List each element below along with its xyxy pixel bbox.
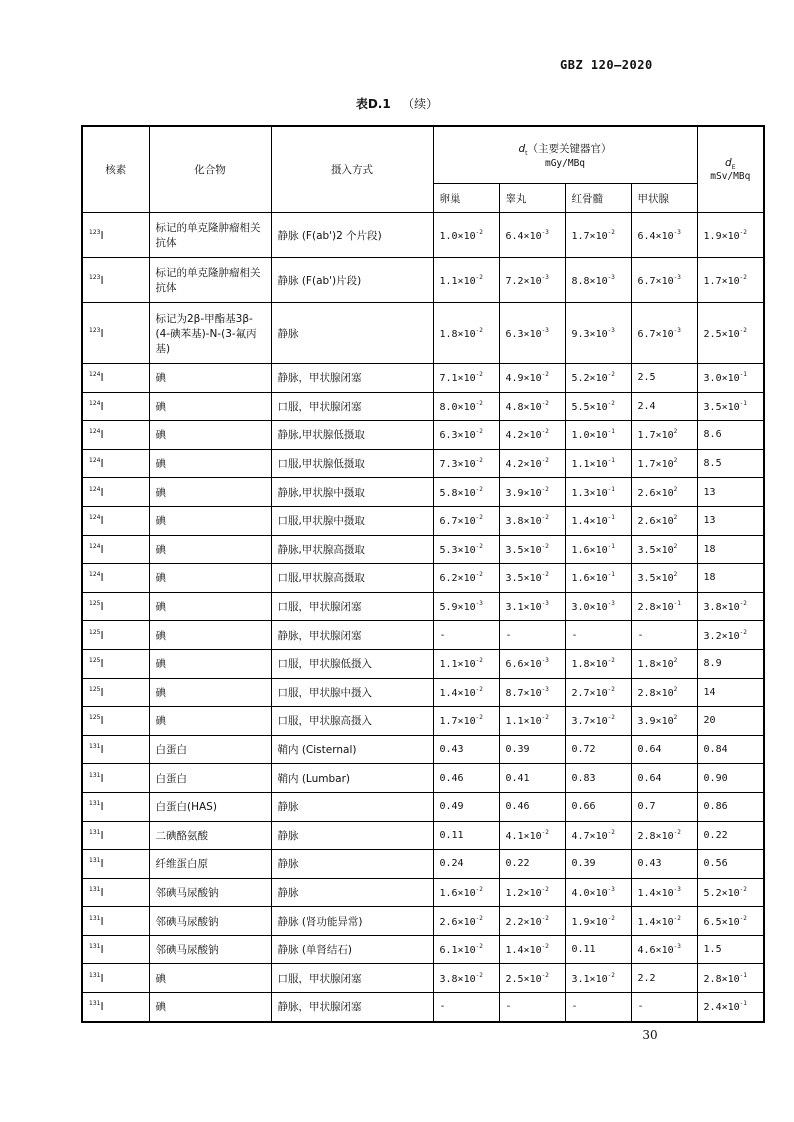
- thyroid-dose-cell: $3.5\times 10^2$: [631, 535, 697, 564]
- table-row: [82, 303, 764, 364]
- marrow-dose-cell: $2.7\times 10^{-2}$: [565, 678, 631, 707]
- nuclide-cell: $^{123}$I: [82, 213, 149, 258]
- ovary-dose-cell: $1.4\times 10^{-2}$: [433, 678, 499, 707]
- thyroid-dose-cell: $1.7\times 10^2$: [631, 449, 697, 478]
- marrow-dose-cell: $1.0\times 10^{-1}$: [565, 421, 631, 450]
- ovary-dose-cell: $1.1\times 10^{-2}$: [433, 649, 499, 678]
- ovary-dose-cell: 0.11: [433, 821, 499, 850]
- thyroid-dose-cell: 0.64: [631, 764, 697, 793]
- marrow-dose-cell: $1.6\times 10^{-1}$: [565, 535, 631, 564]
- compound-cell: 碘: [149, 506, 271, 535]
- ovary-dose-cell: 0.24: [433, 850, 499, 879]
- ovary-dose-cell: $5.3\times 10^{-2}$: [433, 535, 499, 564]
- effective-dose-cell: 0.56: [697, 850, 764, 879]
- marrow-dose-cell: 0.66: [565, 792, 631, 821]
- nuclide-cell: $^{124}$I: [82, 564, 149, 593]
- compound-cell: 碘: [149, 707, 271, 736]
- compound-cell: 碘: [149, 964, 271, 993]
- route-cell: 口服，甲状腺闭塞: [271, 392, 433, 421]
- ovary-dose-cell: $1.6\times 10^{-2}$: [433, 878, 499, 907]
- compound-cell: 白蛋白(HAS): [149, 792, 271, 821]
- thyroid-dose-cell: 2.2: [631, 964, 697, 993]
- route-cell: 口服,甲状腺低摄取: [271, 449, 433, 478]
- testis-dose-cell: $1.2\times 10^{-2}$: [499, 878, 565, 907]
- page-number: 30: [642, 1028, 658, 1042]
- effective-dose-cell: 1.5: [697, 935, 764, 964]
- nuclide-cell: $^{131}$I: [82, 764, 149, 793]
- table-row: [82, 213, 764, 258]
- route-cell: 静脉 (F(ab')2 个片段): [271, 213, 433, 258]
- compound-cell: 碘: [149, 392, 271, 421]
- thyroid-dose-cell: $1.8\times 10^2$: [631, 649, 697, 678]
- marrow-dose-cell: $1.6\times 10^{-1}$: [565, 564, 631, 593]
- testis-dose-cell: $1.4\times 10^{-2}$: [499, 935, 565, 964]
- marrow-dose-cell: -: [565, 621, 631, 650]
- table-row: [82, 449, 764, 478]
- route-cell: 静脉,甲状腺低摄取: [271, 421, 433, 450]
- table-row: [82, 421, 764, 450]
- nuclide-cell: $^{123}$I: [82, 258, 149, 303]
- col-ovary: 卵巢: [433, 184, 499, 213]
- ovary-dose-cell: $5.9\times 10^{-3}$: [433, 592, 499, 621]
- compound-cell: 碘: [149, 535, 271, 564]
- col-organ-group: [433, 126, 697, 184]
- table-row: [82, 907, 764, 936]
- compound-cell: 邻碘马尿酸钠: [149, 907, 271, 936]
- table-row: [82, 535, 764, 564]
- marrow-dose-cell: $1.3\times 10^{-1}$: [565, 478, 631, 507]
- compound-cell: 碘: [149, 421, 271, 450]
- table-row: [82, 478, 764, 507]
- route-cell: 静脉，甲状腺闭塞: [271, 993, 433, 1022]
- route-cell: 静脉: [271, 792, 433, 821]
- route-cell: 口服,甲状腺高摄取: [271, 564, 433, 593]
- table-row: [82, 764, 764, 793]
- ovary-dose-cell: 0.46: [433, 764, 499, 793]
- marrow-dose-cell: $1.8\times 10^{-2}$: [565, 649, 631, 678]
- table-title: [0, 95, 794, 112]
- route-cell: 口服，甲状腺低摄入: [271, 649, 433, 678]
- marrow-dose-cell: -: [565, 993, 631, 1022]
- table-continued: （续）: [402, 97, 439, 111]
- effective-dose-cell: $1.7\times 10^{-2}$: [697, 258, 764, 303]
- ovary-dose-cell: $3.8\times 10^{-2}$: [433, 964, 499, 993]
- col-route: 摄入方式: [271, 126, 433, 213]
- nuclide-cell: $^{131}$I: [82, 878, 149, 907]
- nuclide-cell: $^{131}$I: [82, 907, 149, 936]
- effective-dose-cell: 8.9: [697, 649, 764, 678]
- compound-cell: 邻碘马尿酸钠: [149, 935, 271, 964]
- table-label: 表D.1: [355, 97, 391, 111]
- compound-cell: 二碘酪氨酸: [149, 821, 271, 850]
- compound-cell: 碘: [149, 564, 271, 593]
- effective-dose-cell: $5.2\times 10^{-2}$: [697, 878, 764, 907]
- ovary-dose-cell: $6.2\times 10^{-2}$: [433, 564, 499, 593]
- testis-dose-cell: 0.22: [499, 850, 565, 879]
- ovary-dose-cell: $7.3\times 10^{-2}$: [433, 449, 499, 478]
- route-cell: 口服，甲状腺中摄入: [271, 678, 433, 707]
- marrow-dose-cell: $4.0\times 10^{-3}$: [565, 878, 631, 907]
- nuclide-cell: $^{131}$I: [82, 735, 149, 764]
- route-cell: 鞘内 (Lumbar): [271, 764, 433, 793]
- nuclide-cell: $^{131}$I: [82, 964, 149, 993]
- marrow-dose-cell: 0.39: [565, 850, 631, 879]
- testis-dose-cell: $3.5\times 10^{-2}$: [499, 535, 565, 564]
- effective-dose-cell: $2.5\times 10^{-2}$: [697, 303, 764, 364]
- ovary-dose-cell: 0.49: [433, 792, 499, 821]
- table-row: [82, 735, 764, 764]
- marrow-dose-cell: 0.72: [565, 735, 631, 764]
- nuclide-cell: $^{124}$I: [82, 506, 149, 535]
- table-row: [82, 564, 764, 593]
- thyroid-dose-cell: $2.8\times 10^2$: [631, 678, 697, 707]
- compound-cell: 标记的单克隆肿瘤相关抗体: [149, 258, 271, 303]
- col-nuclide: 核素: [82, 126, 149, 213]
- testis-dose-cell: $4.1\times 10^{-2}$: [499, 821, 565, 850]
- route-cell: 口服,甲状腺中摄取: [271, 506, 433, 535]
- marrow-dose-cell: $8.8\times 10^{-3}$: [565, 258, 631, 303]
- effective-dose-cell: 18: [697, 535, 764, 564]
- ovary-dose-cell: 0.43: [433, 735, 499, 764]
- nuclide-cell: $^{125}$I: [82, 707, 149, 736]
- effective-dose-cell: $2.8\times 10^{-1}$: [697, 964, 764, 993]
- testis-dose-cell: $2.2\times 10^{-2}$: [499, 907, 565, 936]
- compound-cell: 白蛋白: [149, 764, 271, 793]
- nuclide-cell: $^{125}$I: [82, 621, 149, 650]
- effective-dose-cell: 8.5: [697, 449, 764, 478]
- compound-cell: 标记的单克隆肿瘤相关抗体: [149, 213, 271, 258]
- route-cell: 口服，甲状腺闭塞: [271, 964, 433, 993]
- testis-dose-cell: $8.7\times 10^{-3}$: [499, 678, 565, 707]
- testis-dose-cell: $3.1\times 10^{-3}$: [499, 592, 565, 621]
- table-row: [82, 792, 764, 821]
- ovary-dose-cell: $5.8\times 10^{-2}$: [433, 478, 499, 507]
- nuclide-cell: $^{124}$I: [82, 535, 149, 564]
- route-cell: 静脉，甲状腺闭塞: [271, 621, 433, 650]
- compound-cell: 邻碘马尿酸钠: [149, 878, 271, 907]
- nuclide-cell: $^{131}$I: [82, 935, 149, 964]
- thyroid-dose-cell: $3.9\times 10^2$: [631, 707, 697, 736]
- compound-cell: 碘: [149, 649, 271, 678]
- marrow-dose-cell: $3.1\times 10^{-2}$: [565, 964, 631, 993]
- compound-cell: 标记为2β-甲酯基3β-(4-碘苯基)-N-(3-氟丙基): [149, 303, 271, 364]
- thyroid-dose-cell: 2.5: [631, 364, 697, 393]
- table-row: [82, 993, 764, 1022]
- thyroid-dose-cell: $2.8\times 10^{-1}$: [631, 592, 697, 621]
- route-cell: 静脉: [271, 878, 433, 907]
- effective-dose-cell: 0.86: [697, 792, 764, 821]
- testis-dose-cell: $3.8\times 10^{-2}$: [499, 506, 565, 535]
- standard-code: GBZ 120—2020: [560, 58, 653, 72]
- testis-dose-cell: $1.1\times 10^{-2}$: [499, 707, 565, 736]
- route-cell: 静脉: [271, 821, 433, 850]
- testis-dose-cell: 0.39: [499, 735, 565, 764]
- compound-cell: 碘: [149, 364, 271, 393]
- route-cell: 口服，甲状腺高摄入: [271, 707, 433, 736]
- marrow-dose-cell: 0.83: [565, 764, 631, 793]
- testis-dose-cell: $4.2\times 10^{-2}$: [499, 449, 565, 478]
- table-row: [82, 821, 764, 850]
- thyroid-dose-cell: $6.7\times 10^{-3}$: [631, 258, 697, 303]
- thyroid-dose-cell: $2.8\times 10^{-2}$: [631, 821, 697, 850]
- nuclide-cell: $^{123}$I: [82, 303, 149, 364]
- nuclide-cell: $^{131}$I: [82, 850, 149, 879]
- table-row: [82, 592, 764, 621]
- thyroid-dose-cell: $1.4\times 10^{-3}$: [631, 878, 697, 907]
- thyroid-dose-cell: $4.6\times 10^{-3}$: [631, 935, 697, 964]
- col-effective: [697, 126, 764, 213]
- nuclide-cell: $^{124}$I: [82, 449, 149, 478]
- route-cell: 静脉 (肾功能异常): [271, 907, 433, 936]
- route-cell: 静脉，甲状腺闭塞: [271, 364, 433, 393]
- table-row: [82, 621, 764, 650]
- thyroid-dose-cell: -: [631, 993, 697, 1022]
- organ-dose-unit: mGy/MBq: [544, 157, 586, 169]
- effective-dose-cell: 14: [697, 678, 764, 707]
- marrow-dose-cell: $1.1\times 10^{-1}$: [565, 449, 631, 478]
- testis-dose-cell: 0.41: [499, 764, 565, 793]
- route-cell: 静脉,甲状腺高摄取: [271, 535, 433, 564]
- marrow-dose-cell: $5.2\times 10^{-2}$: [565, 364, 631, 393]
- thyroid-dose-cell: 2.4: [631, 392, 697, 421]
- compound-cell: 白蛋白: [149, 735, 271, 764]
- marrow-dose-cell: $3.7\times 10^{-2}$: [565, 707, 631, 736]
- route-cell: 鞘内 (Cisternal): [271, 735, 433, 764]
- thyroid-dose-cell: $1.7\times 10^2$: [631, 421, 697, 450]
- marrow-dose-cell: $9.3\times 10^{-3}$: [565, 303, 631, 364]
- nuclide-cell: $^{124}$I: [82, 421, 149, 450]
- col-thyroid: 甲状腺: [631, 184, 697, 213]
- table-row: [82, 964, 764, 993]
- ovary-dose-cell: $6.1\times 10^{-2}$: [433, 935, 499, 964]
- table-row: [82, 649, 764, 678]
- testis-dose-cell: $4.9\times 10^{-2}$: [499, 364, 565, 393]
- effective-dose-cell: 18: [697, 564, 764, 593]
- table-row: [82, 707, 764, 736]
- nuclide-cell: $^{131}$I: [82, 792, 149, 821]
- nuclide-cell: $^{125}$I: [82, 678, 149, 707]
- thyroid-dose-cell: 0.7: [631, 792, 697, 821]
- nuclide-cell: $^{125}$I: [82, 649, 149, 678]
- table-row: [82, 392, 764, 421]
- table-row: [82, 850, 764, 879]
- marrow-dose-cell: $1.4\times 10^{-1}$: [565, 506, 631, 535]
- route-cell: 静脉: [271, 850, 433, 879]
- effective-dose-cell: $1.9\times 10^{-2}$: [697, 213, 764, 258]
- thyroid-dose-cell: $1.4\times 10^{-2}$: [631, 907, 697, 936]
- route-cell: 静脉 (F(ab')片段): [271, 258, 433, 303]
- effective-dose-cell: $3.0\times 10^{-1}$: [697, 364, 764, 393]
- table-row: [82, 678, 764, 707]
- testis-dose-cell: $4.8\times 10^{-2}$: [499, 392, 565, 421]
- compound-cell: 碘: [149, 621, 271, 650]
- nuclide-cell: $^{131}$I: [82, 821, 149, 850]
- testis-dose-cell: $6.4\times 10^{-3}$: [499, 213, 565, 258]
- thyroid-dose-cell: $2.6\times 10^2$: [631, 506, 697, 535]
- effective-dose-cell: 0.90: [697, 764, 764, 793]
- table-row: [82, 935, 764, 964]
- nuclide-cell: $^{124}$I: [82, 364, 149, 393]
- route-cell: 静脉: [271, 303, 433, 364]
- testis-dose-cell: $2.5\times 10^{-2}$: [499, 964, 565, 993]
- effective-dose-cell: 0.22: [697, 821, 764, 850]
- table-row: [82, 506, 764, 535]
- nuclide-cell: $^{124}$I: [82, 392, 149, 421]
- thyroid-dose-cell: $6.7\times 10^{-3}$: [631, 303, 697, 364]
- table-row: [82, 878, 764, 907]
- organ-dose-desc: （主要关键器官）: [527, 143, 612, 156]
- effective-dose-cell: 0.84: [697, 735, 764, 764]
- testis-dose-cell: 0.46: [499, 792, 565, 821]
- effective-dose-symbol: $d_E$: [725, 156, 736, 172]
- col-compound: 化合物: [149, 126, 271, 213]
- marrow-dose-cell: $5.5\times 10^{-2}$: [565, 392, 631, 421]
- col-testis: 睾丸: [499, 184, 565, 213]
- compound-cell: 碘: [149, 993, 271, 1022]
- marrow-dose-cell: $1.7\times 10^{-2}$: [565, 213, 631, 258]
- route-cell: 口服，甲状腺闭塞: [271, 592, 433, 621]
- compound-cell: 碘: [149, 478, 271, 507]
- ovary-dose-cell: $1.1\times 10^{-2}$: [433, 258, 499, 303]
- thyroid-dose-cell: -: [631, 621, 697, 650]
- ovary-dose-cell: $7.1\times 10^{-2}$: [433, 364, 499, 393]
- ovary-dose-cell: $8.0\times 10^{-2}$: [433, 392, 499, 421]
- compound-cell: 碘: [149, 449, 271, 478]
- dose-table: [81, 125, 765, 1023]
- marrow-dose-cell: $4.7\times 10^{-2}$: [565, 821, 631, 850]
- effective-dose-cell: 20: [697, 707, 764, 736]
- effective-dose-cell: $3.8\times 10^{-2}$: [697, 592, 764, 621]
- ovary-dose-cell: $6.7\times 10^{-2}$: [433, 506, 499, 535]
- ovary-dose-cell: $1.8\times 10^{-2}$: [433, 303, 499, 364]
- effective-dose-cell: 8.6: [697, 421, 764, 450]
- testis-dose-cell: -: [499, 621, 565, 650]
- testis-dose-cell: $3.9\times 10^{-2}$: [499, 478, 565, 507]
- thyroid-dose-cell: 0.64: [631, 735, 697, 764]
- route-cell: 静脉,甲状腺中摄取: [271, 478, 433, 507]
- thyroid-dose-cell: $6.4\times 10^{-3}$: [631, 213, 697, 258]
- effective-dose-cell: $6.5\times 10^{-2}$: [697, 907, 764, 936]
- effective-dose-cell: 13: [697, 478, 764, 507]
- testis-dose-cell: $7.2\times 10^{-3}$: [499, 258, 565, 303]
- thyroid-dose-cell: 0.43: [631, 850, 697, 879]
- testis-dose-cell: $6.3\times 10^{-3}$: [499, 303, 565, 364]
- compound-cell: 碘: [149, 678, 271, 707]
- compound-cell: 碘: [149, 592, 271, 621]
- marrow-dose-cell: $3.0\times 10^{-3}$: [565, 592, 631, 621]
- effective-dose-cell: $3.2\times 10^{-2}$: [697, 621, 764, 650]
- ovary-dose-cell: $1.0\times 10^{-2}$: [433, 213, 499, 258]
- effective-dose-unit: mSv/MBq: [710, 171, 751, 183]
- testis-dose-cell: $4.2\times 10^{-2}$: [499, 421, 565, 450]
- marrow-dose-cell: $1.9\times 10^{-2}$: [565, 907, 631, 936]
- table-body: [82, 213, 764, 1022]
- marrow-dose-cell: 0.11: [565, 935, 631, 964]
- thyroid-dose-cell: $2.6\times 10^2$: [631, 478, 697, 507]
- nuclide-cell: $^{131}$I: [82, 993, 149, 1022]
- ovary-dose-cell: $1.7\times 10^{-2}$: [433, 707, 499, 736]
- nuclide-cell: $^{124}$I: [82, 478, 149, 507]
- testis-dose-cell: $3.5\times 10^{-2}$: [499, 564, 565, 593]
- nuclide-cell: $^{125}$I: [82, 592, 149, 621]
- ovary-dose-cell: -: [433, 993, 499, 1022]
- testis-dose-cell: $6.6\times 10^{-3}$: [499, 649, 565, 678]
- ovary-dose-cell: $6.3\times 10^{-2}$: [433, 421, 499, 450]
- effective-dose-cell: $2.4\times 10^{-1}$: [697, 993, 764, 1022]
- effective-dose-cell: $3.5\times 10^{-1}$: [697, 392, 764, 421]
- thyroid-dose-cell: $3.5\times 10^2$: [631, 564, 697, 593]
- table-row: [82, 258, 764, 303]
- compound-cell: 纤维蛋白原: [149, 850, 271, 879]
- testis-dose-cell: -: [499, 993, 565, 1022]
- organ-dose-symbol: $d_t$: [518, 143, 528, 158]
- effective-dose-cell: 13: [697, 506, 764, 535]
- table-row: [82, 364, 764, 393]
- route-cell: 静脉 (单肾结石): [271, 935, 433, 964]
- ovary-dose-cell: -: [433, 621, 499, 650]
- ovary-dose-cell: $2.6\times 10^{-2}$: [433, 907, 499, 936]
- col-marrow: 红骨髓: [565, 184, 631, 213]
